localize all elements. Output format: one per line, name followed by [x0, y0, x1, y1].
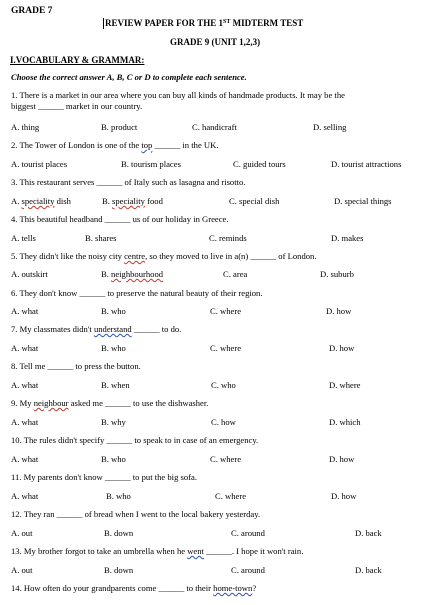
question-6: 6. They don't know ______ to preserve the natural beauty of their region.	[11, 288, 263, 298]
grade-label: GRADE 7	[11, 6, 53, 16]
q3-option-a[interactable]: A. speciality dish	[11, 196, 71, 206]
q8-option-b[interactable]: B. when	[101, 380, 130, 390]
instruction-text: Choose the correct answer A, B, C or D to complete each sentence.	[11, 72, 247, 82]
question-13: 13. My brother forgot to take an umbrella when he went ______. I hope it won't rain.	[11, 546, 304, 556]
q12-option-d[interactable]: D. back	[355, 528, 382, 538]
question-5: 5. They didn't like the noisy city centre, so they moved to live in a(n) ______ of London.	[11, 251, 317, 261]
question-12: 12. They ran ______ of bread when I went to the local bakery yesterday.	[11, 509, 261, 519]
q2-option-c[interactable]: C. guided tours	[233, 159, 286, 169]
q9-option-c[interactable]: C. how	[211, 417, 236, 427]
q10-option-c[interactable]: C. where	[210, 454, 242, 464]
page-title: REVIEW PAPER FOR THE 1ST MIDTERM TEST	[105, 18, 304, 28]
q11-option-d[interactable]: D. how	[331, 491, 357, 501]
q9-option-d[interactable]: D. which	[329, 417, 361, 427]
q6-option-c[interactable]: C. where	[210, 306, 242, 316]
q5-option-d[interactable]: D. suburb	[320, 269, 354, 279]
q13-option-d[interactable]: D. back	[355, 565, 382, 575]
q3-option-d[interactable]: D. special things	[334, 196, 392, 206]
q6-option-a[interactable]: A. what	[11, 306, 39, 316]
q5-option-a[interactable]: A. outskirt	[11, 269, 48, 279]
q2-option-b[interactable]: B. tourism places	[121, 159, 181, 169]
q7-option-d[interactable]: D. how	[329, 343, 355, 353]
q11-option-a[interactable]: A. what	[11, 491, 39, 501]
q8-option-a[interactable]: A. what	[11, 380, 39, 390]
q10-option-d[interactable]: D. how	[329, 454, 355, 464]
q11-option-b[interactable]: B. who	[106, 491, 131, 501]
q7-option-a[interactable]: A. what	[11, 343, 39, 353]
q10-option-b[interactable]: B. who	[101, 454, 126, 464]
question-8: 8. Tell me ______ to press the button.	[11, 361, 141, 371]
q3-option-b[interactable]: B. speciality food	[102, 196, 163, 206]
q3-option-c[interactable]: C. special dish	[229, 196, 280, 206]
q13-option-a[interactable]: A. out	[11, 565, 33, 575]
question-9: 9. My neighbour asked me ______ to use the dishwasher.	[11, 398, 209, 408]
q6-option-b[interactable]: B. who	[101, 306, 126, 316]
q8-option-c[interactable]: C. who	[211, 380, 236, 390]
question-10: 10. The rules didn't specify ______ to speak to in case of an emergency.	[11, 435, 259, 445]
q9-option-a[interactable]: A. what	[11, 417, 39, 427]
q4-option-d[interactable]: D. makes	[331, 233, 364, 243]
q8-option-d[interactable]: D. where	[329, 380, 361, 390]
q12-option-a[interactable]: A. out	[11, 528, 33, 538]
question-3: 3. This restaurant serves ______ of Italy such as lasagna and risotto.	[11, 177, 246, 187]
question-7: 7. My classmates didn't understand ______ to do.	[11, 324, 182, 334]
q1-option-d[interactable]: D. selling	[313, 122, 347, 132]
section-heading: I.VOCABULARY & GRAMMAR:	[10, 55, 145, 65]
q12-option-c[interactable]: C. around	[231, 528, 265, 538]
q5-option-c[interactable]: C. area	[223, 269, 248, 279]
q7-option-b[interactable]: B. who	[101, 343, 126, 353]
q1-option-b[interactable]: B. product	[101, 122, 138, 132]
q1-option-c[interactable]: C. handicraft	[192, 122, 237, 132]
q9-option-b[interactable]: B. why	[101, 417, 126, 427]
question-4: 4. This beautiful headband ______ us of our holiday in Greece.	[11, 214, 229, 224]
q13-option-b[interactable]: B. down	[104, 565, 134, 575]
page-subtitle: GRADE 9 (UNIT 1,2,3)	[170, 37, 261, 47]
q4-option-c[interactable]: C. reminds	[209, 233, 247, 243]
q6-option-d[interactable]: D. how	[326, 306, 352, 316]
question-1-line-2: biggest ______ market in our country.	[11, 101, 143, 111]
question-1-line-1: 1. There is a market in our area where you can buy all kinds of handmade products. It may be the	[11, 90, 345, 100]
q10-option-a[interactable]: A. what	[11, 454, 39, 464]
q4-option-b[interactable]: B. shares	[85, 233, 117, 243]
q4-option-a[interactable]: A. tells	[11, 233, 36, 243]
q1-option-a[interactable]: A. thing	[11, 122, 40, 132]
question-11: 11. My parents don't know ______ to put the big sofa.	[11, 472, 197, 482]
q2-option-a[interactable]: A. tourist places	[11, 159, 68, 169]
question-2: 2. The Tower of London is one of the top ______ in the UK.	[11, 140, 219, 150]
q12-option-b[interactable]: B. down	[104, 528, 134, 538]
q11-option-c[interactable]: C. where	[215, 491, 247, 501]
question-1	[11, 90, 431, 112]
q2-option-d[interactable]: D. tourist attractions	[331, 159, 402, 169]
question-14: 14. How often do your grandparents come ______ to their home-town?	[11, 583, 257, 593]
q5-option-b[interactable]: B. neighbourhood	[101, 269, 164, 279]
q13-option-c[interactable]: C. around	[231, 565, 265, 575]
q7-option-c[interactable]: C. where	[210, 343, 242, 353]
